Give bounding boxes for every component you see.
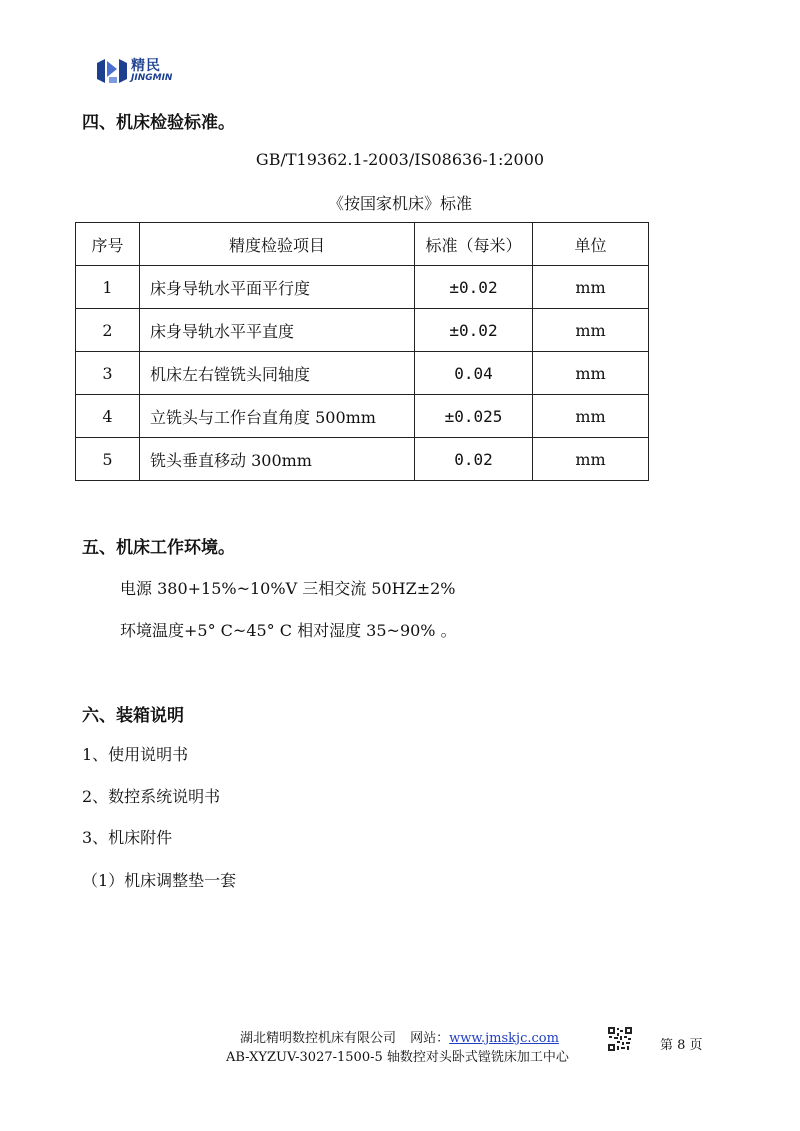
row-standard: ±0.02 [415, 266, 533, 309]
row-unit: mm [533, 352, 649, 395]
row-standard: ±0.025 [415, 395, 533, 438]
row-unit: mm [533, 309, 649, 352]
row-index: 3 [76, 352, 140, 395]
section4-heading: 四、机床检验标准。 [82, 113, 235, 133]
environment-spec: 环境温度+5° C~45° C 相对湿度 35~90% 。 [120, 621, 457, 640]
section6-heading: 六、装箱说明 [82, 706, 184, 726]
packing-subitem: （1）机床调整垫一套 [82, 871, 237, 890]
table-row [76, 309, 649, 352]
row-standard: 0.04 [415, 352, 533, 395]
row-index: 4 [76, 395, 140, 438]
footer-company-line [240, 1027, 559, 1046]
footer-website-label: 网站： [410, 1031, 450, 1046]
standard-code: GB/T19362.1-2003/IS08636-1:2000 [255, 150, 545, 169]
logo-chinese-text: 精民 [131, 58, 161, 74]
row-index: 2 [76, 309, 140, 352]
page-number: 第 8 页 [660, 1038, 703, 1053]
header-index: 序号 [76, 223, 140, 266]
row-unit: mm [533, 395, 649, 438]
table-row [76, 352, 649, 395]
precision-inspection-table [75, 222, 649, 481]
row-item: 机床左右镗铣头同轴度 [140, 352, 415, 395]
row-index: 1 [76, 266, 140, 309]
footer-website-link[interactable]: www.jmskjc.com [449, 1031, 559, 1046]
standard-name: 《按国家机床》标准 [327, 194, 472, 213]
row-unit: mm [533, 438, 649, 481]
table-row [76, 438, 649, 481]
packing-item: 3、机床附件 [82, 828, 173, 847]
jingmin-logo-icon [95, 57, 129, 85]
company-logo [95, 57, 172, 85]
row-item: 床身导轨水平面平行度 [140, 266, 415, 309]
row-unit: mm [533, 266, 649, 309]
table-row [76, 266, 649, 309]
section5-heading: 五、机床工作环境。 [82, 538, 235, 558]
row-index: 5 [76, 438, 140, 481]
row-standard: ±0.02 [415, 309, 533, 352]
header-unit: 单位 [533, 223, 649, 266]
row-item: 床身导轨水平平直度 [140, 309, 415, 352]
row-item: 铣头垂直移动 300mm [140, 438, 415, 481]
footer-model-line: AB-XYZUV-3027-1500-5 轴数控对头卧式镗铣床加工中心 [226, 1050, 569, 1065]
row-standard: 0.02 [415, 438, 533, 481]
packing-item: 2、数控系统说明书 [82, 787, 221, 806]
packing-item: 1、使用说明书 [82, 745, 189, 764]
power-spec: 电源 380+15%~10%V 三相交流 50HZ±2% [120, 579, 456, 598]
header-standard: 标准（每米） [415, 223, 533, 266]
qr-code-icon [608, 1027, 632, 1051]
table-header-row [76, 223, 649, 266]
table-row [76, 395, 649, 438]
logo-english-text: JINGMIN [131, 73, 173, 83]
footer-company: 湖北精明数控机床有限公司 [240, 1031, 397, 1046]
row-item: 立铣头与工作台直角度 500mm [140, 395, 415, 438]
header-item: 精度检验项目 [140, 223, 415, 266]
